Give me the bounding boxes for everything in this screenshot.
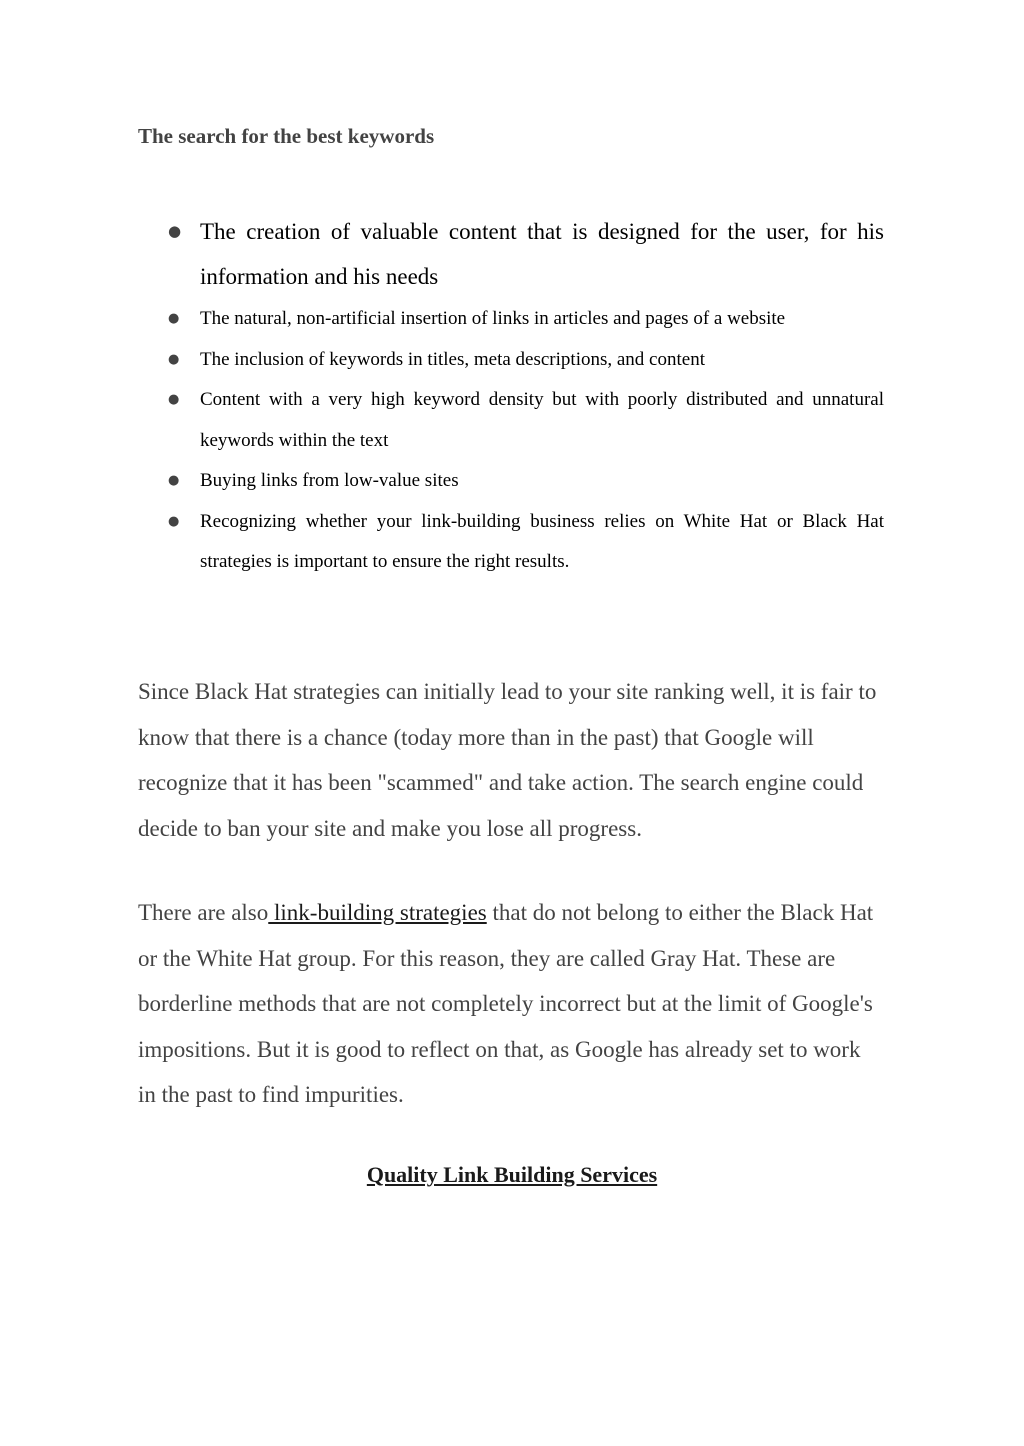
list-item-text: The inclusion of keywords in titles, meta descriptions, and content	[200, 348, 705, 370]
paragraph-black-hat-risk: Since Black Hat strategies can initially lead to your site ranking well, it is fair to know that there is a chance (today more than in the past) that Google will recognize that it has been "scammed" and take action. The search engine could decide to ban your site and make you lose all progress.	[138, 679, 877, 841]
quality-link-building-services-link[interactable]: Quality Link Building Services	[366, 1162, 658, 1187]
bullet-icon: ●	[168, 222, 182, 240]
bullet-icon: ●	[168, 392, 180, 407]
paragraph-gray-hat	[138, 890, 884, 1118]
list-item	[138, 380, 884, 461]
link-building-strategies-link[interactable]: link-building strategies	[268, 900, 487, 925]
cta-heading	[0, 1162, 1024, 1188]
list-item-text: The creation of valuable content that is designed for the user, for his information and his needs	[200, 219, 884, 289]
list-item-text: The natural, non-artificial insertion of links in articles and pages of a website	[200, 308, 786, 329]
list-item-text: Buying links from low-value sites	[200, 470, 459, 491]
bullet-list	[138, 209, 884, 583]
list-item	[138, 502, 884, 583]
list-item	[138, 461, 884, 502]
paragraph-text: that do not belong to either the Black Hat or the White Hat group. For this reason, they are called Gray Hat. These are borderline methods that are not completely incorrect but at the limit of Google's impositions. But it is good to reflect on that, as Google has already set to work in the past to find impurities.	[138, 900, 874, 1107]
section-heading: The search for the best keywords	[138, 124, 435, 148]
list-item	[138, 340, 884, 381]
list-item-text: Recognizing whether your link-building business relies on White Hat or Black Hat strategies is important to ensure the right results.	[200, 510, 884, 572]
bullet-icon: ●	[168, 351, 180, 367]
list-item-text: Content with a very high keyword density but with poorly distributed and unnatural keywords within the text	[200, 389, 884, 451]
list-item	[138, 209, 884, 299]
bullet-icon: ●	[168, 513, 180, 529]
list-item	[138, 299, 884, 340]
bullet-icon: ●	[168, 311, 180, 326]
bullet-icon: ●	[168, 473, 180, 488]
paragraph-text: There are also	[138, 900, 269, 925]
